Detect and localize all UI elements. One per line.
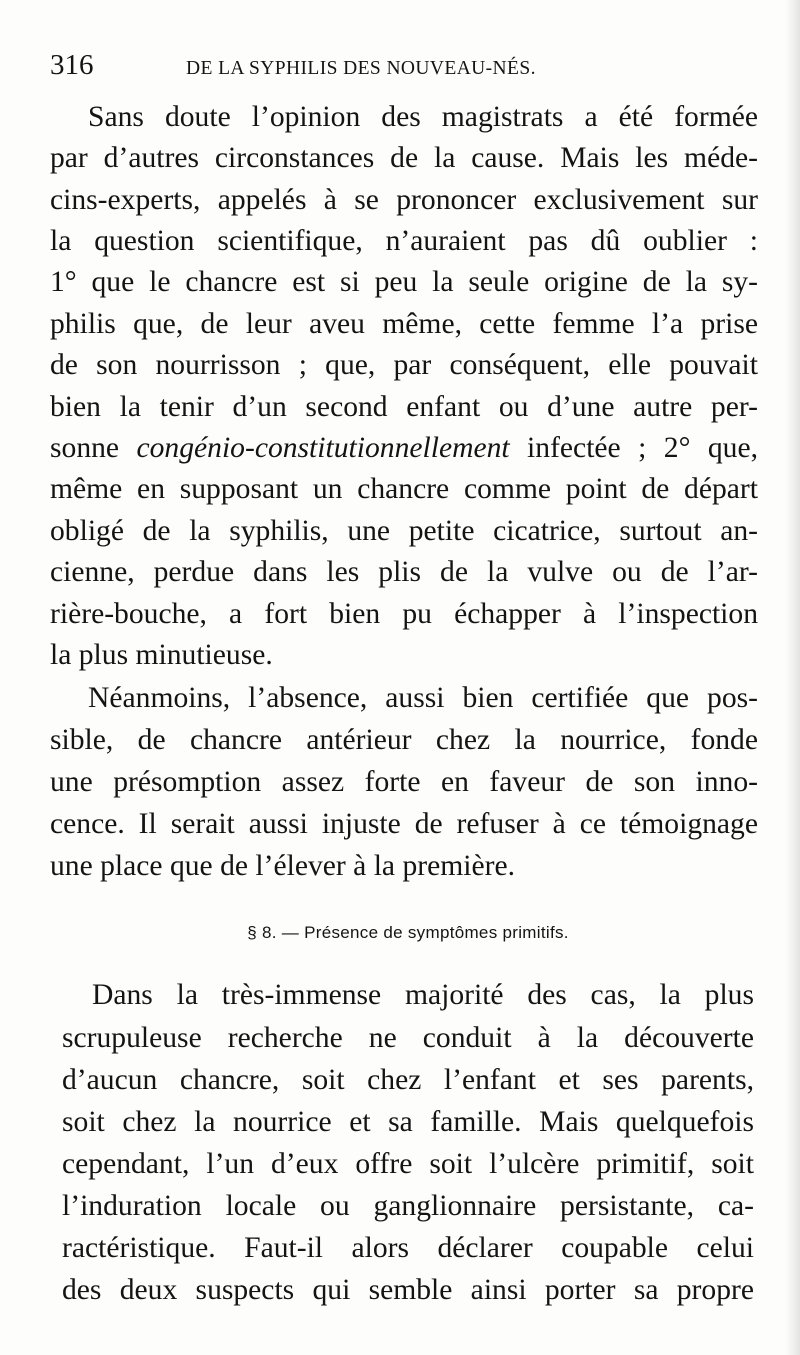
text-line: même en supposant un chancre comme point de départ [50, 473, 758, 505]
text-line: l’induration locale ou ganglionnaire persistante, ca- [62, 1190, 754, 1222]
running-title: DE LA SYPHILIS DES NOUVEAU-NÉS. [186, 58, 536, 79]
text-line: la plus minutieuse. [50, 639, 273, 671]
text-line: sible, de chancre antérieur chez la nourrice, fonde [50, 724, 758, 756]
text-line: cienne, perdue dans les plis de la vulve ou de l’ar- [50, 556, 758, 588]
text-line: philis que, de leur aveu même, cette femme l’a prise [50, 308, 758, 340]
section-heading [0, 922, 800, 944]
text-line: cence. Il serait aussi injuste de refuser à ce témoignage [50, 808, 758, 840]
running-head [50, 48, 750, 88]
text-line: de son nourrisson ; que, par conséquent, elle pouvait [50, 349, 758, 381]
text-line: Dans la très-immense majorité des cas, la plus [92, 979, 754, 1011]
text-line: la question scientifique, n’auraient pas dû oublier : [50, 225, 758, 257]
text-line: obligé de la syphilis, une petite cicatrice, surtout an- [50, 515, 758, 547]
text-line: 1° que le chancre est si peu la seule origine de la sy- [50, 266, 758, 298]
text-line: ractéristique. Faut-il alors déclarer coupable celui [62, 1232, 754, 1264]
scan-edge-shadow [786, 0, 800, 1355]
text-line: une place que de l’élever à la première. [50, 850, 516, 882]
text-line-mixed [50, 430, 758, 466]
text-line: scrupuleuse recherche ne conduit à la découverte [62, 1022, 754, 1054]
text-line: par d’autres circonstances de la cause. Mais les méde- [50, 142, 758, 174]
text-line: une présomption assez forte en faveur de son inno- [50, 766, 758, 798]
text-line: d’aucun chancre, soit chez l’enfant et ses parents, [62, 1064, 754, 1096]
text-line: cependant, l’un d’eux offre soit l’ulcère primitif, soit [62, 1148, 754, 1180]
text-line: des deux suspects qui semble ainsi porter sa propre [62, 1274, 754, 1306]
text-line: cins-experts, appelés à se prononcer exclusivement sur [50, 184, 758, 216]
text-run: infectée ; 2° que, [527, 432, 758, 464]
text-line: Sans doute l’opinion des magistrats a été formée [88, 101, 758, 133]
text-line: bien la tenir d’un second enfant ou d’une autre per- [50, 391, 758, 423]
text-line: rière-bouche, a fort bien pu échapper à l’inspection [50, 598, 758, 630]
page-number: 316 [50, 49, 94, 81]
text-run: sonne [50, 432, 120, 464]
italic-term: congénio-constitutionnellement [136, 432, 510, 464]
section-heading-text: § 8. — Présence de symptômes primitifs. [247, 923, 569, 942]
text-line: soit chez la nourrice et sa famille. Mais quelquefois [62, 1106, 754, 1138]
text-line: Néanmoins, l’absence, aussi bien certifiée que pos- [88, 682, 758, 714]
